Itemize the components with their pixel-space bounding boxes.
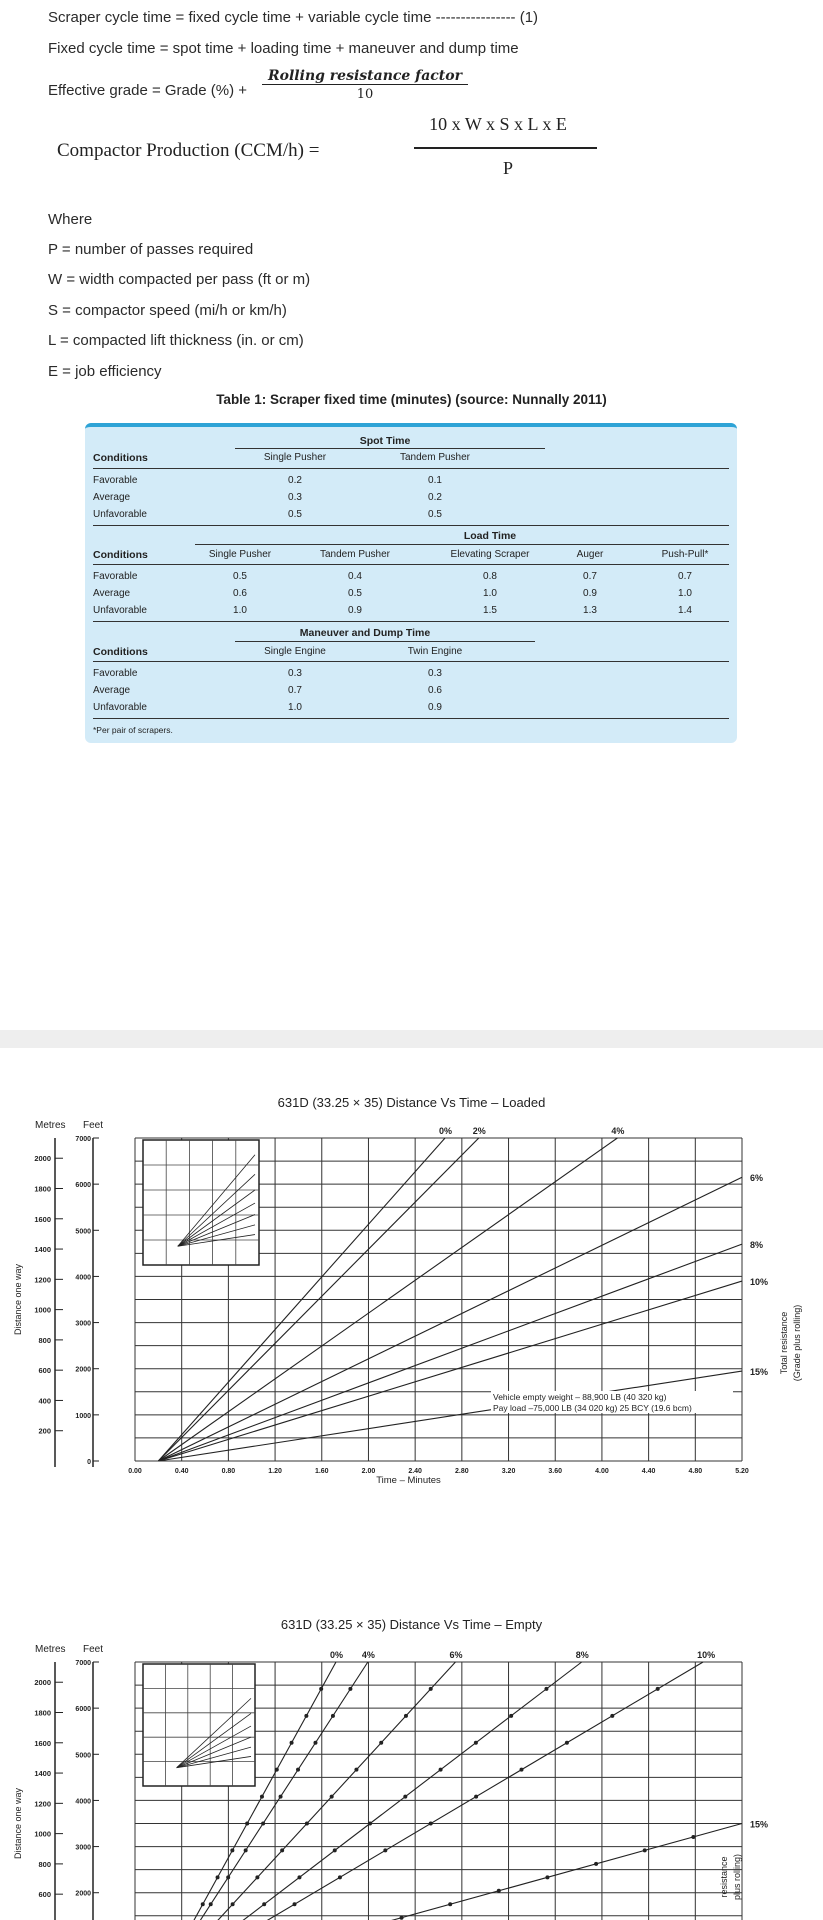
divider bbox=[93, 621, 729, 622]
series-marker bbox=[439, 1768, 443, 1772]
table-cell: 1.3 bbox=[583, 605, 597, 616]
conditions-header: Conditions bbox=[93, 452, 148, 464]
series-marker bbox=[643, 1848, 647, 1852]
table-cell: 0.5 bbox=[348, 588, 362, 599]
feet-tick-label: 4000 bbox=[75, 1798, 91, 1806]
x-tick-label: 4.00 bbox=[595, 1468, 609, 1475]
condition-label: Average bbox=[93, 588, 131, 599]
metres-tick-label: 2000 bbox=[34, 1154, 51, 1164]
table-cell: 0.4 bbox=[348, 571, 362, 582]
feet-tick-label: 3000 bbox=[75, 1844, 91, 1852]
series-marker bbox=[275, 1768, 279, 1772]
table-cell: 0.9 bbox=[583, 588, 597, 599]
conditions-header: Conditions bbox=[93, 549, 148, 561]
feet-label: Feet bbox=[83, 1644, 104, 1655]
table-cell: 0.3 bbox=[288, 492, 302, 503]
table-cell: 0.9 bbox=[428, 702, 442, 713]
feet-tick-label: 6000 bbox=[75, 1706, 91, 1714]
conditions-header: Conditions bbox=[93, 646, 148, 658]
divider bbox=[235, 641, 535, 642]
table-cell: 0.5 bbox=[288, 509, 302, 520]
where-item: S = compactor speed (mi/h or km/h) bbox=[48, 302, 287, 319]
table-cell: 1.0 bbox=[288, 702, 302, 713]
series-marker bbox=[255, 1875, 259, 1879]
series-marker bbox=[313, 1741, 317, 1745]
table-cell: 0.6 bbox=[428, 685, 442, 696]
series-marker bbox=[429, 1822, 433, 1826]
metres-tick-label: 1600 bbox=[34, 1738, 51, 1748]
metres-tick-label: 800 bbox=[38, 1859, 51, 1869]
metres-label: Metres bbox=[35, 1644, 66, 1655]
metres-tick-label: 1000 bbox=[34, 1829, 51, 1839]
series-marker bbox=[261, 1822, 265, 1826]
series-marker bbox=[262, 1902, 266, 1906]
series-marker bbox=[293, 1902, 297, 1906]
table-cell: 1.4 bbox=[678, 605, 692, 616]
series-marker bbox=[656, 1687, 660, 1691]
series-label: 8% bbox=[750, 1240, 764, 1251]
series-marker bbox=[400, 1916, 404, 1920]
series-label: 6% bbox=[449, 1650, 463, 1660]
page-break bbox=[0, 1030, 823, 1048]
x-tick-label: 3.60 bbox=[548, 1468, 563, 1475]
series-marker bbox=[333, 1848, 337, 1852]
spot-time-title: Spot Time bbox=[359, 435, 411, 447]
series-marker bbox=[226, 1875, 230, 1879]
scraper-fixed-time-table bbox=[85, 423, 737, 743]
effective-grade-denominator: 10 bbox=[356, 87, 374, 102]
series-label: 0% bbox=[439, 1126, 453, 1136]
table-cell: 1.0 bbox=[678, 588, 692, 599]
inset-box bbox=[143, 1140, 259, 1265]
series-marker bbox=[305, 1822, 309, 1826]
where-item: P = number of passes required bbox=[48, 241, 254, 258]
divider bbox=[93, 661, 729, 662]
divider bbox=[93, 468, 729, 469]
column-header: Single Engine bbox=[264, 646, 326, 657]
series-marker bbox=[379, 1741, 383, 1745]
series-marker bbox=[319, 1687, 323, 1691]
column-header: Elevating Scraper bbox=[450, 549, 530, 560]
where-item: L = compacted lift thickness (in. or cm) bbox=[48, 332, 304, 349]
series-label: 15% bbox=[750, 1819, 769, 1830]
table-cell: 0.8 bbox=[483, 571, 497, 582]
series-line bbox=[158, 1371, 742, 1461]
series-label: 4% bbox=[611, 1126, 625, 1136]
series-marker bbox=[216, 1875, 220, 1879]
series-line bbox=[158, 1281, 742, 1461]
table-cell: 0.2 bbox=[428, 492, 442, 503]
column-header: Single Pusher bbox=[208, 549, 272, 560]
series-marker bbox=[230, 1848, 234, 1852]
series-marker bbox=[245, 1822, 249, 1826]
series-marker bbox=[260, 1795, 264, 1799]
series-marker bbox=[209, 1902, 213, 1906]
effective-grade-fraction bbox=[262, 68, 468, 102]
condition-label: Favorable bbox=[93, 571, 138, 582]
x-tick-label: 0.80 bbox=[221, 1468, 236, 1475]
feet-tick-label: 0 bbox=[87, 1459, 91, 1466]
table-cell: 0.5 bbox=[233, 571, 247, 582]
series-marker bbox=[509, 1714, 513, 1718]
series-label: 0% bbox=[329, 1650, 343, 1660]
condition-label: Favorable bbox=[93, 475, 138, 486]
condition-label: Favorable bbox=[93, 668, 138, 679]
where-item: W = width compacted per pass (ft or m) bbox=[48, 271, 311, 288]
annotation-text: Vehicle empty weight – 88,900 LB (40 320 kg) bbox=[493, 1392, 667, 1402]
series-marker bbox=[594, 1862, 598, 1866]
scraper-cycle-formula: Scraper cycle time = fixed cycle time + variable cycle time ---------------- (1) bbox=[48, 9, 539, 26]
series-marker bbox=[279, 1795, 283, 1799]
series-marker bbox=[296, 1768, 300, 1772]
table-cell: 0.7 bbox=[288, 685, 302, 696]
table-cell: 0.7 bbox=[583, 571, 597, 582]
column-header: Tandem Pusher bbox=[319, 549, 391, 560]
empty-chart bbox=[0, 1572, 823, 1920]
y-axis-label: Distance one way bbox=[13, 1263, 23, 1336]
table-cell: 0.5 bbox=[428, 509, 442, 520]
table-cell: 0.3 bbox=[428, 668, 442, 679]
where-heading: Where bbox=[48, 211, 93, 228]
series-label: 15% bbox=[750, 1367, 769, 1378]
column-header: Tandem Pusher bbox=[399, 452, 471, 463]
condition-label: Average bbox=[93, 685, 131, 696]
series-marker bbox=[497, 1889, 501, 1893]
series-marker bbox=[297, 1875, 301, 1879]
metres-tick-label: 2000 bbox=[34, 1678, 51, 1688]
series-marker bbox=[404, 1714, 408, 1718]
chart-title: 631D (33.25 × 35) Distance Vs Time – Loaded bbox=[277, 1095, 546, 1110]
series-marker bbox=[691, 1835, 695, 1839]
series-marker bbox=[348, 1687, 352, 1691]
metres-tick-label: 600 bbox=[38, 1890, 51, 1900]
series-marker bbox=[331, 1714, 335, 1718]
compactor-denominator: P bbox=[502, 158, 513, 178]
x-tick-label: 4.80 bbox=[688, 1468, 703, 1475]
series-label: 2% bbox=[472, 1126, 486, 1136]
x-tick-label: 5.20 bbox=[735, 1468, 749, 1475]
metres-tick-label: 800 bbox=[38, 1335, 51, 1345]
x-tick-label: 1.20 bbox=[268, 1468, 282, 1475]
metres-tick-label: 1800 bbox=[34, 1708, 51, 1718]
feet-label: Feet bbox=[83, 1120, 104, 1131]
series-marker bbox=[429, 1687, 433, 1691]
right-axis-label: resistance bbox=[719, 1856, 729, 1898]
load-time-title: Load Time bbox=[463, 530, 517, 542]
divider bbox=[195, 544, 729, 545]
table-footnote: *Per pair of scrapers. bbox=[93, 725, 173, 735]
feet-tick-label: 2000 bbox=[75, 1890, 91, 1898]
inset-box bbox=[143, 1664, 255, 1786]
table-cell: 1.5 bbox=[483, 605, 497, 616]
feet-tick-label: 3000 bbox=[75, 1320, 91, 1328]
feet-tick-label: 4000 bbox=[75, 1274, 91, 1282]
right-axis-label: (Grade plus rolling) bbox=[792, 1304, 802, 1382]
x-tick-label: 3.20 bbox=[501, 1468, 516, 1475]
feet-tick-label: 1000 bbox=[75, 1412, 91, 1420]
series-marker bbox=[403, 1795, 407, 1799]
metres-tick-label: 1400 bbox=[34, 1245, 51, 1255]
feet-tick-label: 7000 bbox=[75, 1136, 91, 1143]
table-cell: 0.6 bbox=[233, 588, 247, 599]
series-marker bbox=[383, 1848, 387, 1852]
divider bbox=[235, 448, 545, 449]
table-cell: 0.2 bbox=[288, 475, 302, 486]
series-marker bbox=[354, 1768, 358, 1772]
series-marker bbox=[565, 1741, 569, 1745]
series-marker bbox=[368, 1822, 372, 1826]
series-marker bbox=[544, 1687, 548, 1691]
metres-tick-label: 1600 bbox=[34, 1214, 51, 1224]
column-header: Single Pusher bbox=[263, 452, 327, 463]
metres-tick-label: 400 bbox=[38, 1396, 51, 1406]
x-tick-label: 1.60 bbox=[314, 1468, 329, 1475]
series-marker bbox=[330, 1795, 334, 1799]
x-tick-label: 0.40 bbox=[174, 1468, 189, 1475]
feet-tick-label: 2000 bbox=[75, 1366, 91, 1374]
series-label: 4% bbox=[361, 1650, 375, 1660]
right-axis-label: Total resistance bbox=[779, 1311, 789, 1375]
metres-tick-label: 600 bbox=[38, 1366, 51, 1376]
metres-tick-label: 1000 bbox=[34, 1305, 51, 1315]
where-item: E = job efficiency bbox=[48, 363, 162, 380]
x-tick-label: 0.00 bbox=[128, 1468, 142, 1475]
series-label: 10% bbox=[750, 1277, 769, 1288]
divider bbox=[93, 718, 729, 719]
metres-label: Metres bbox=[35, 1120, 66, 1131]
metres-tick-label: 200 bbox=[38, 1426, 51, 1436]
series-marker bbox=[338, 1875, 342, 1879]
metres-tick-label: 1200 bbox=[34, 1799, 51, 1809]
condition-label: Unfavorable bbox=[93, 509, 147, 520]
x-tick-label: 4.40 bbox=[641, 1468, 656, 1475]
metres-tick-label: 1800 bbox=[34, 1184, 51, 1194]
series-marker bbox=[244, 1848, 248, 1852]
table-cell: 0.7 bbox=[678, 571, 692, 582]
column-header: Twin Engine bbox=[407, 646, 463, 657]
feet-tick-label: 5000 bbox=[75, 1752, 91, 1760]
series-marker bbox=[474, 1741, 478, 1745]
series-marker bbox=[280, 1848, 284, 1852]
condition-label: Unfavorable bbox=[93, 605, 147, 616]
fixed-cycle-formula: Fixed cycle time = spot time + loading time + maneuver and dump time bbox=[48, 40, 519, 57]
series-label: 10% bbox=[697, 1650, 716, 1660]
x-axis-label: Time – Minutes bbox=[376, 1475, 441, 1486]
feet-tick-label: 5000 bbox=[75, 1228, 91, 1236]
table-cell: 1.0 bbox=[483, 588, 497, 599]
series-marker bbox=[201, 1902, 205, 1906]
table-cell: 0.9 bbox=[348, 605, 362, 616]
maneuver-title: Maneuver and Dump Time bbox=[299, 627, 431, 639]
series-marker bbox=[610, 1714, 614, 1718]
series-marker bbox=[304, 1714, 308, 1718]
divider bbox=[93, 564, 729, 565]
condition-label: Average bbox=[93, 492, 131, 503]
compactor-production-lhs: Compactor Production (CCM/h) = bbox=[57, 140, 320, 161]
feet-tick-label: 7000 bbox=[75, 1660, 91, 1667]
loaded-chart-svg bbox=[0, 1048, 823, 1498]
table-cell: 0.1 bbox=[428, 475, 442, 486]
effective-grade-lhs: Effective grade = Grade (%) + bbox=[48, 82, 247, 99]
series-label: 8% bbox=[575, 1650, 589, 1660]
annotation-text: Pay load –75,000 LB (34 020 kg) 25 BCY (19.6 bcm) bbox=[493, 1403, 692, 1413]
series-marker bbox=[520, 1768, 524, 1772]
condition-label: Unfavorable bbox=[93, 702, 147, 713]
y-axis-label: Distance one way bbox=[13, 1787, 23, 1860]
right-axis-label: plus rolling) bbox=[732, 1853, 742, 1901]
table-cell: 1.0 bbox=[233, 605, 247, 616]
table-caption: Table 1: Scraper fixed time (minutes) (source: Nunnally 2011) bbox=[216, 392, 607, 407]
x-tick-label: 2.80 bbox=[455, 1468, 469, 1475]
metres-tick-label: 1200 bbox=[34, 1275, 51, 1285]
x-tick-label: 2.00 bbox=[361, 1468, 376, 1475]
series-label: 6% bbox=[750, 1173, 764, 1184]
loaded-chart bbox=[0, 1048, 823, 1498]
series-marker bbox=[231, 1902, 235, 1906]
empty-chart-svg bbox=[0, 1572, 823, 1920]
feet-tick-label: 6000 bbox=[75, 1182, 91, 1190]
series-marker bbox=[545, 1875, 549, 1879]
series-marker bbox=[474, 1795, 478, 1799]
divider bbox=[93, 525, 729, 526]
fraction-bar bbox=[414, 147, 597, 149]
column-header: Push-Pull* bbox=[661, 549, 709, 560]
series-marker bbox=[290, 1741, 294, 1745]
table-cell: 0.3 bbox=[288, 668, 302, 679]
series-marker bbox=[448, 1902, 452, 1906]
compactor-numerator: 10 x W x S x L x E bbox=[429, 114, 567, 134]
metres-tick-label: 1400 bbox=[34, 1769, 51, 1779]
x-tick-label: 2.40 bbox=[408, 1468, 422, 1475]
chart-title: 631D (33.25 × 35) Distance Vs Time – Empty bbox=[280, 1617, 543, 1632]
effective-grade-numerator: Rolling resistance factor bbox=[262, 68, 468, 85]
column-header: Auger bbox=[576, 549, 604, 560]
